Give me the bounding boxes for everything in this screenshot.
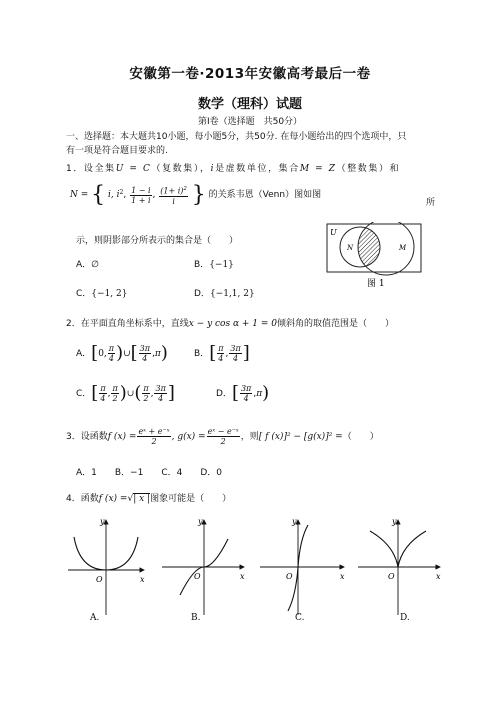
q1-line2: 示，则阴影部分所表示的集合是（ ） (76, 236, 239, 246)
venn-caption: 图 1 (367, 279, 385, 289)
q1-sq: 2 (119, 188, 124, 196)
q1-option-c[interactable]: C．{−1, 2} (76, 289, 128, 299)
graph-c[interactable] (260, 517, 345, 615)
q1-line1 (66, 163, 400, 175)
q2-option-b[interactable]: B．[ $\frac{\pi}{4}$ , $\frac{3\pi}{4}$ ] (194, 342, 250, 364)
paper-title: 安徽第一卷·2013年安徽高考最后一卷 (129, 66, 371, 82)
svg-text:y: y (292, 517, 297, 526)
svg-text:y: y (392, 517, 397, 526)
q1-set-i: i, i (108, 190, 120, 201)
venn-label-m: M (399, 244, 407, 252)
q1-eq-m: M = Z (299, 164, 337, 174)
graph-b[interactable] (162, 517, 245, 615)
svg-text:x: x (436, 572, 441, 581)
graph-label-b[interactable]: B. (191, 613, 201, 623)
q1-set-lhs: N = (70, 190, 89, 201)
q1-frac1: $\frac{1 - i}{1 + i}$ (131, 185, 151, 205)
q1-i-var: i (210, 164, 216, 174)
q2-option-a[interactable]: A．[0, $\frac{\pi}{4}$ )∪[ $\frac{3\pi}{4}$ ,π) (76, 342, 168, 364)
instructions-line2: 有一项是符合题目要求的. (66, 146, 168, 156)
svg-text:y: y (100, 517, 105, 526)
svg-text:y: y (198, 517, 203, 526)
right-brace: } (191, 182, 206, 208)
q1-text-a: 1．设全集 (66, 164, 116, 174)
subject-title: 数学（理科）试题 (197, 97, 302, 112)
q1-text-b: （复数集）， (151, 164, 211, 174)
q1-option-a[interactable]: A．∅ (76, 260, 100, 270)
q4-graphs (62, 515, 462, 625)
q4-line1: 4．函数f (x) =√| x |图象可能是（ ） (66, 494, 232, 504)
svg-text:x: x (140, 575, 145, 584)
svg-text:x: x (240, 572, 245, 581)
q1-set-line: N = { i, $i^2$, $\frac{1 - i}{1 + i}$ , $\frac{(1+ i)^2}{i}$ } 的关系韦恩（Venn）图如图 (70, 182, 322, 208)
q2-eq: x − y cos α + 1 = 0 (188, 319, 278, 329)
svg-text:O: O (194, 572, 201, 581)
svg-text:O: O (286, 572, 293, 581)
q1-text-d: （整数集）和 (336, 164, 401, 174)
graph-label-c[interactable]: C. (295, 613, 305, 623)
venn-diagram (325, 222, 425, 292)
q1-text-c: 是虚数单位，集合 (215, 164, 300, 174)
svg-text:O: O (96, 575, 103, 584)
q3-options[interactable]: A．1 B．−1 C．4 D．0 (76, 468, 222, 478)
q1-frac2: $\frac{(1+ i)^2}{i}$ (160, 186, 187, 206)
graph-label-a[interactable]: A. (90, 613, 100, 623)
svg-text:O: O (388, 572, 395, 581)
q3-line1: 3．设函数f (x) = $\frac{\text{eˣ + e⁻ˣ}}{2}$ , g(x) = $\frac{\text{eˣ − e⁻ˣ}}{2}$ ，则[ f (x)]² − [g(x)]² =（ ） (66, 427, 379, 446)
volume-title: 第Ⅰ卷（选择题 共50分） (197, 117, 303, 127)
graph-d[interactable] (358, 517, 441, 615)
q2-option-c[interactable]: C．[ $\frac{\pi}{4}$ , $\frac{\pi}{2}$ )∪( $\frac{\pi}{2}$ , $\frac{3\pi}{4}$ ] (76, 382, 175, 404)
svg-text:x: x (340, 572, 345, 581)
q1-eq-u: U = C (115, 164, 152, 174)
q1-so: 所 (426, 198, 436, 208)
venn-label-n: N (347, 244, 354, 252)
graph-a[interactable] (68, 517, 145, 615)
left-brace: { (91, 182, 106, 208)
graph-label-d[interactable]: D. (400, 613, 410, 623)
q1-relation-text: 的关系韦恩（Venn）图如图 (208, 190, 322, 201)
q2-option-d[interactable]: D．[ $\frac{3\pi}{4}$ ,π) (216, 382, 270, 404)
venn-label-u: U (330, 228, 337, 237)
q2-line1: 2．在平面直角坐标系中，直线x − y cos α + 1 = 0倾斜角的取值范围是（ ） (66, 319, 395, 329)
q1-option-b[interactable]: B．{−1} (194, 260, 234, 270)
instructions-line1: 一、选择题：本大题共10小题，每小题5分，共50分. 在每小题给出的四个选项中，只 (66, 132, 407, 142)
q1-option-d[interactable]: D．{−1,1, 2} (194, 289, 255, 299)
